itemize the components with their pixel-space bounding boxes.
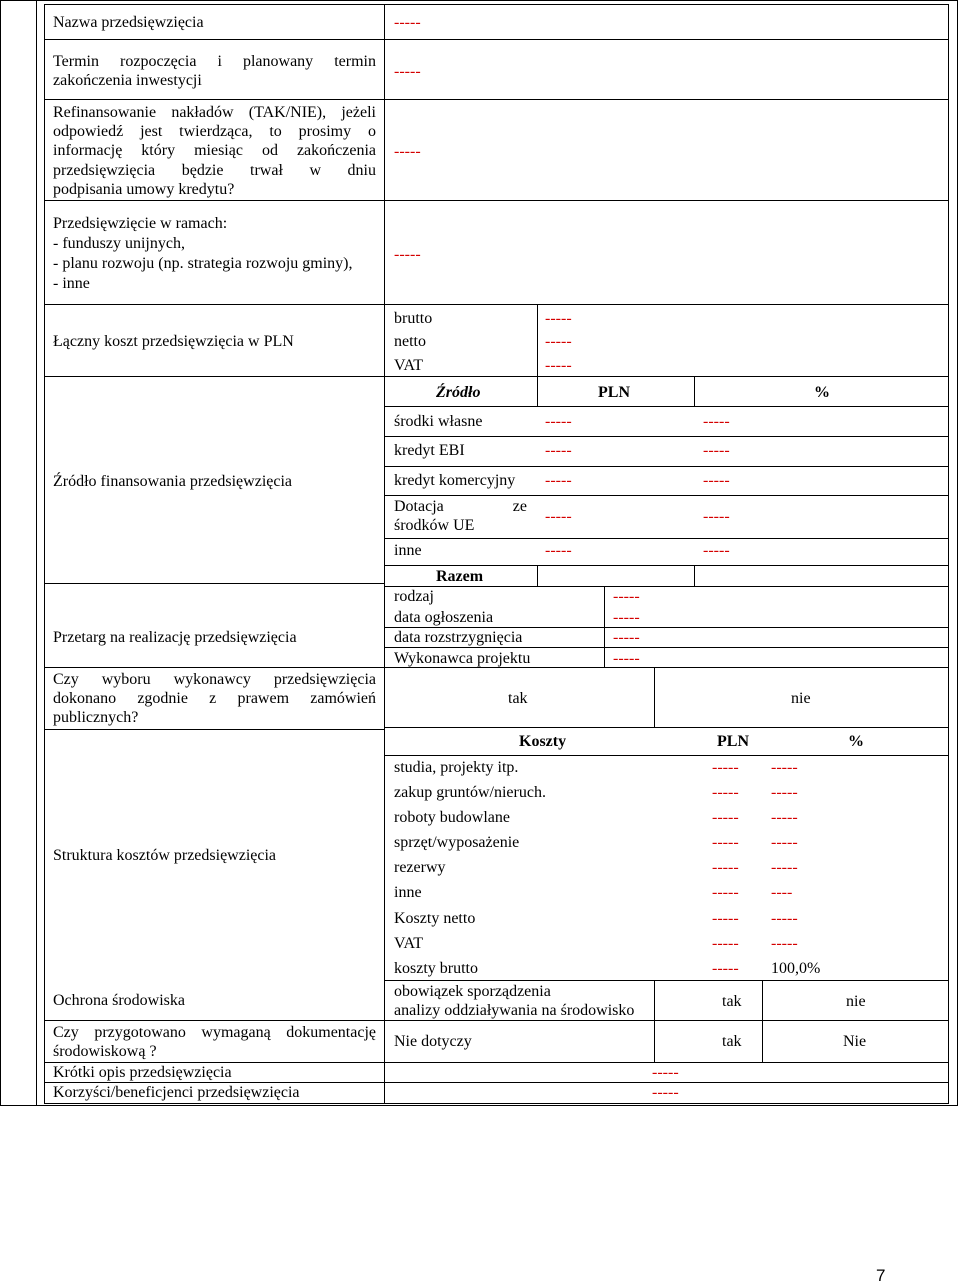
- env-label: Ochrona środowiska: [53, 992, 185, 1009]
- tender-announce-label: data ogłoszenia: [394, 609, 494, 626]
- funding-own-pln: -----: [545, 413, 572, 430]
- cost-land-pct: -----: [771, 784, 798, 801]
- envdoc-yes: tak: [722, 1033, 742, 1050]
- refin-label-line4: przedsięwzięcia będzie trwał w dniu: [53, 162, 376, 179]
- funding-commercial-pct: -----: [703, 472, 730, 489]
- cost-net-pln: -----: [712, 910, 739, 927]
- cost-construction-pln: -----: [712, 809, 739, 826]
- cost-studies-pct: -----: [771, 759, 798, 776]
- cost-equipment-label: sprzęt/wyposażenie: [394, 834, 520, 851]
- refin-label-line1: Refinansowanie nakładów (TAK/NIE), jeżeli: [53, 104, 376, 121]
- funding-header-source: Źródło: [436, 384, 481, 401]
- procurement-label-line1: Czy wyboru wykonawcy przedsięwzięcia: [53, 671, 376, 688]
- cost-construction-label: roboty budowlane: [394, 809, 510, 826]
- cost-land-label: zakup gruntów/nieruch.: [394, 784, 546, 801]
- tender-announce-value: -----: [613, 609, 640, 626]
- cost-reserves-pln: -----: [712, 859, 739, 876]
- cost-net-label: Koszty netto: [394, 910, 476, 927]
- total-brutto-label: brutto: [394, 310, 433, 327]
- funding-other-pct: -----: [703, 542, 730, 559]
- benef-value: -----: [652, 1084, 679, 1101]
- framework-label-line2: - funduszy unijnych,: [53, 235, 185, 252]
- funding-own-label: środki własne: [394, 413, 483, 430]
- cost-gross-label: koszty brutto: [394, 960, 478, 977]
- total-brutto-value: -----: [545, 310, 572, 327]
- procurement-no: nie: [791, 690, 811, 707]
- benef-label: Korzyści/beneficjenci przedsięwzięcia: [53, 1084, 300, 1101]
- framework-value: -----: [394, 246, 421, 263]
- desc-value: -----: [652, 1064, 679, 1081]
- total-netto-value: -----: [545, 333, 572, 350]
- envdoc-label-line2: środowiskową ?: [53, 1043, 157, 1060]
- funding-ebi-label: kredyt EBI: [394, 442, 465, 459]
- funding-eu-label-line2: środków UE: [394, 517, 475, 534]
- cost-vat-pct: -----: [771, 935, 798, 952]
- tender-resolve-label: data rozstrzygnięcia: [394, 629, 523, 646]
- funding-commercial-label: kredyt komercyjny: [394, 472, 516, 489]
- tender-type-value: -----: [613, 588, 640, 605]
- cost-other-pln: -----: [712, 884, 739, 901]
- total-vat-label: VAT: [394, 357, 424, 374]
- cost-equipment-pln: -----: [712, 834, 739, 851]
- refin-label-line3: informację który miesiąc od zakończenia: [53, 142, 376, 159]
- funding-eu-label-line1: Dotacja ze: [394, 498, 527, 515]
- total-vat-value: -----: [545, 357, 572, 374]
- env-obligation-line2: analizy oddziaływania na środowisko: [394, 1002, 635, 1019]
- refin-label-line2: odpowiedź jest twierdząca, to prosimy o: [53, 123, 376, 140]
- env-obligation-line1: obowiązek sporządzenia: [394, 983, 551, 1000]
- framework-label-line1: Przedsięwzięcie w ramach:: [53, 215, 228, 232]
- funding-own-pct: -----: [703, 413, 730, 430]
- funding-eu-pct: -----: [703, 508, 730, 525]
- cost-vat-pln: -----: [712, 935, 739, 952]
- funding-eu-pln: -----: [545, 508, 572, 525]
- tender-contractor-label: Wykonawca projektu: [394, 650, 531, 667]
- procurement-label-line3: publicznych?: [53, 709, 139, 726]
- funding-total-label: Razem: [436, 568, 484, 585]
- funding-other-label: inne: [394, 542, 422, 559]
- refin-label-line5: podpisania umowy kredytu?: [53, 181, 235, 198]
- costs-header-pln: PLN: [717, 733, 749, 750]
- term-label-line1: Termin rozpoczęcia i planowany termin: [53, 53, 376, 70]
- envdoc-na: Nie dotyczy: [394, 1033, 472, 1050]
- tender-type-label: rodzaj: [394, 588, 434, 605]
- cost-construction-pct: -----: [771, 809, 798, 826]
- cost-reserves-label: rezerwy: [394, 859, 446, 876]
- env-yes: tak: [722, 993, 742, 1010]
- envdoc-no: Nie: [843, 1033, 867, 1050]
- cost-gross-pln: -----: [712, 960, 739, 977]
- tender-contractor-value: -----: [613, 650, 640, 667]
- total-netto-label: netto: [394, 333, 426, 350]
- cost-other-pct: ----: [771, 884, 793, 901]
- desc-label: Krótki opis przedsięwzięcia: [53, 1064, 232, 1081]
- costs-header-pct: %: [848, 733, 864, 750]
- cost-land-pln: -----: [712, 784, 739, 801]
- cost-studies-label: studia, projekty itp.: [394, 759, 519, 776]
- refin-value: -----: [394, 143, 421, 160]
- tender-label: Przetarg na realizację przedsięwzięcia: [53, 629, 297, 646]
- framework-label-line3: - planu rozwoju (np. strategia rozwoju gminy),: [53, 255, 353, 272]
- costs-label: Struktura kosztów przedsięwzięcia: [53, 847, 277, 864]
- page-number: 7: [876, 1266, 886, 1285]
- cost-vat-label: VAT: [394, 935, 424, 952]
- project-name-value: -----: [394, 14, 421, 31]
- funding-other-pln: -----: [545, 542, 572, 559]
- cost-equipment-pct: -----: [771, 834, 798, 851]
- term-value: -----: [394, 63, 421, 80]
- costs-header-cost: Koszty: [519, 733, 567, 750]
- cost-studies-pln: -----: [712, 759, 739, 776]
- env-no: nie: [846, 993, 866, 1010]
- project-name-label: Nazwa przedsięwzięcia: [53, 14, 204, 31]
- funding-commercial-pln: -----: [545, 472, 572, 489]
- total-cost-label: Łączny koszt przedsięwzięcia w PLN: [53, 333, 294, 350]
- cost-net-pct: -----: [771, 910, 798, 927]
- tender-resolve-value: -----: [613, 629, 640, 646]
- funding-header-pct: %: [814, 384, 830, 401]
- cost-gross-pct: 100,0%: [771, 960, 821, 977]
- cost-reserves-pct: -----: [771, 859, 798, 876]
- term-label-line2: zakończenia inwestycji: [53, 72, 202, 89]
- funding-ebi-pln: -----: [545, 442, 572, 459]
- envdoc-label-line1: Czy przygotowano wymaganą dokumentację: [53, 1024, 376, 1041]
- funding-header-pln: PLN: [598, 384, 630, 401]
- cost-other-label: inne: [394, 884, 422, 901]
- funding-label: Źródło finansowania przedsięwzięcia: [53, 473, 293, 490]
- funding-ebi-pct: -----: [703, 442, 730, 459]
- procurement-label-line2: dokonano zgodnie z prawem zamówień: [53, 690, 376, 707]
- framework-label-line4: - inne: [53, 275, 90, 292]
- procurement-yes: tak: [508, 690, 528, 707]
